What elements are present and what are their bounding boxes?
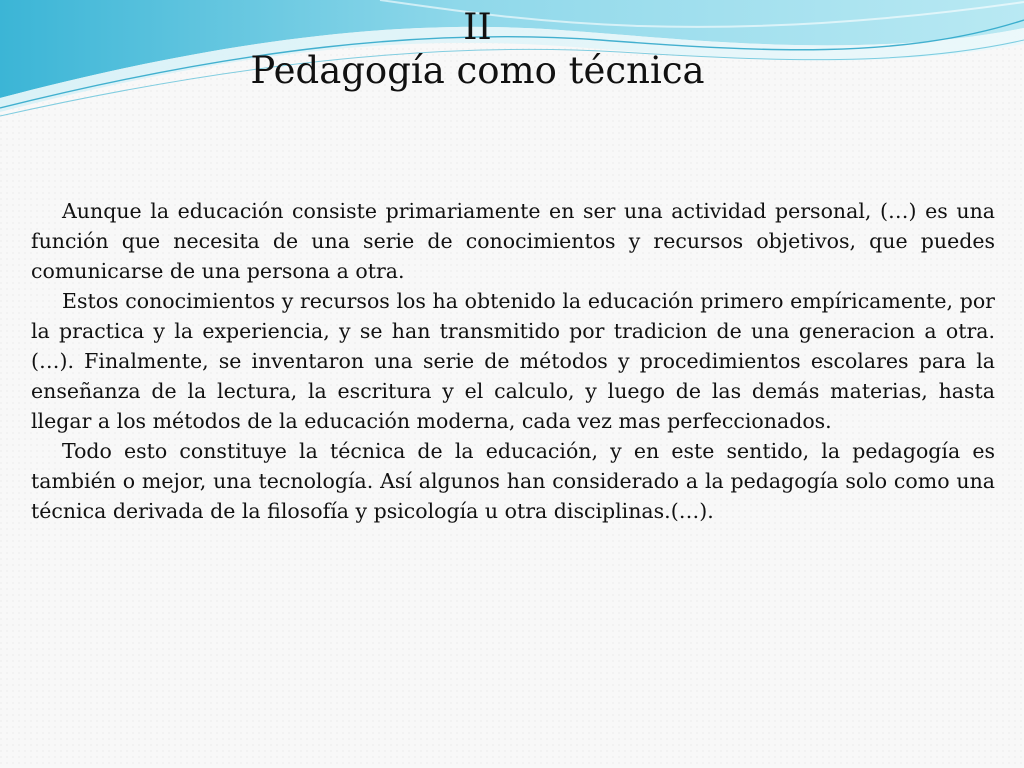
paragraph: Todo esto constituye la técnica de la educación, y en este sentido, la pedagogía es también o mejor, una tecnología. Así algunos han considerado a la pedagogía solo como una técnica derivada de la filosofía y psicología u otra disciplinas.(…). — [31, 439, 995, 523]
body-text — [31, 196, 995, 526]
slide-title — [0, 8, 955, 94]
title-number: II — [463, 7, 492, 48]
paragraph: Aunque la educación consiste primariamente en ser una actividad personal, (…) es una función que necesita de una serie de conocimientos y recursos objetivos, que puedes comunicarse de una persona a otra. — [31, 199, 995, 283]
title-text: Pedagogía como técnica — [250, 49, 705, 92]
paragraph: Estos conocimientos y recursos los ha obtenido la educación primero empíricamente, por la practica y la experiencia, y se han transmitido por tradicion de una generacion a otra. (…). Finalmente, se inventaron una serie de métodos y procedimientos escolares para la enseñanza de la lectura, la escritura y el calculo, y luego de las demás materias, hasta llegar a los métodos de la educación moderna, cada vez mas perfeccionados. — [31, 289, 995, 433]
